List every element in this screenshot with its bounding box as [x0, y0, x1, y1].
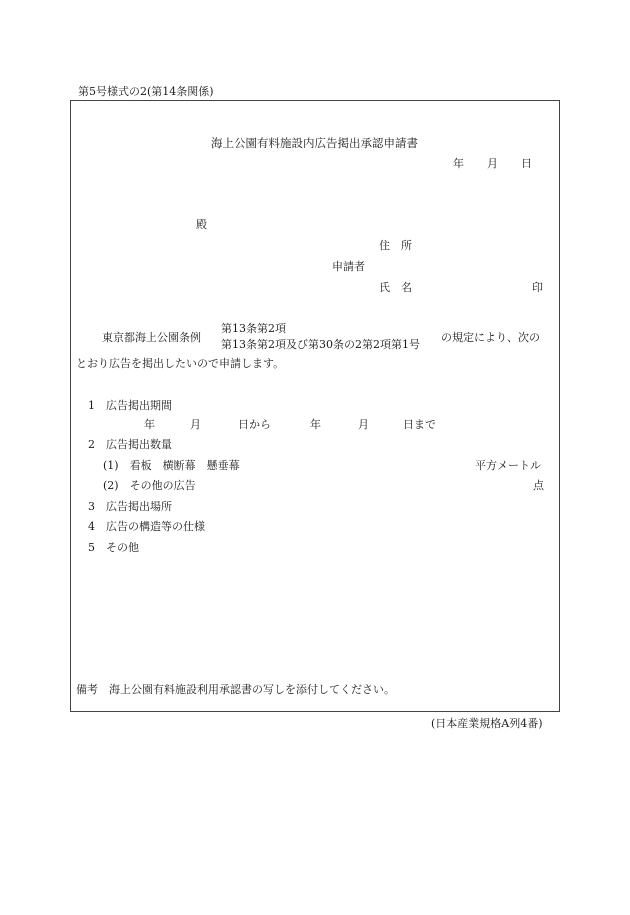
form-number: 第5号様式の2(第14条関係): [78, 85, 214, 98]
address-label: 住 所: [379, 239, 412, 252]
name-label: 氏 名: [379, 281, 412, 294]
paper-size-note: (日本産業規格A列4番): [431, 717, 543, 730]
period-month2: 月: [358, 418, 369, 431]
period-year2: 年: [310, 418, 321, 431]
item5-label: 5 その他: [88, 541, 139, 554]
item2-sub1-unit: 平方メートル: [475, 459, 541, 472]
item1-label: 1 広告掲出期間: [88, 399, 172, 412]
date-day: 日: [521, 157, 532, 170]
item2-label: 2 広告掲出数量: [88, 438, 172, 451]
item3-label: 3 広告掲出場所: [88, 500, 172, 513]
date-year: 年: [453, 157, 464, 170]
applicant-label: 申請者: [332, 260, 365, 273]
item2-sub2: (2) その他の広告: [103, 479, 196, 492]
period-month1: 月: [190, 418, 201, 431]
remarks: 備考 海上公園有料施設利用承認書の写しを添付してください。: [76, 683, 395, 696]
period-year1: 年: [144, 418, 155, 431]
date-month: 月: [487, 157, 498, 170]
article-option-1: 第13条第2項: [221, 322, 286, 335]
period-from: 日から: [238, 418, 271, 431]
form-title: 海上公園有料施設内広告掲出承認申請書: [211, 136, 418, 150]
period-until: 日まで: [403, 418, 436, 431]
body-line2: とおり広告を掲出したいので申請します。: [76, 357, 285, 370]
body-tail-line1: の規定により、次の: [441, 331, 540, 344]
item2-sub1: (1) 看板 横断幕 懸垂幕: [103, 459, 240, 472]
article-option-2: 第13条第2項及び第30条の2第2項第1号: [221, 338, 420, 351]
ordinance-name: 東京都海上公園条例: [102, 331, 201, 344]
item2-sub2-unit: 点: [533, 479, 544, 492]
addressee-suffix: 殿: [196, 218, 207, 231]
seal-mark: 印: [532, 281, 543, 294]
item4-label: 4 広告の構造等の仕様: [88, 520, 205, 533]
